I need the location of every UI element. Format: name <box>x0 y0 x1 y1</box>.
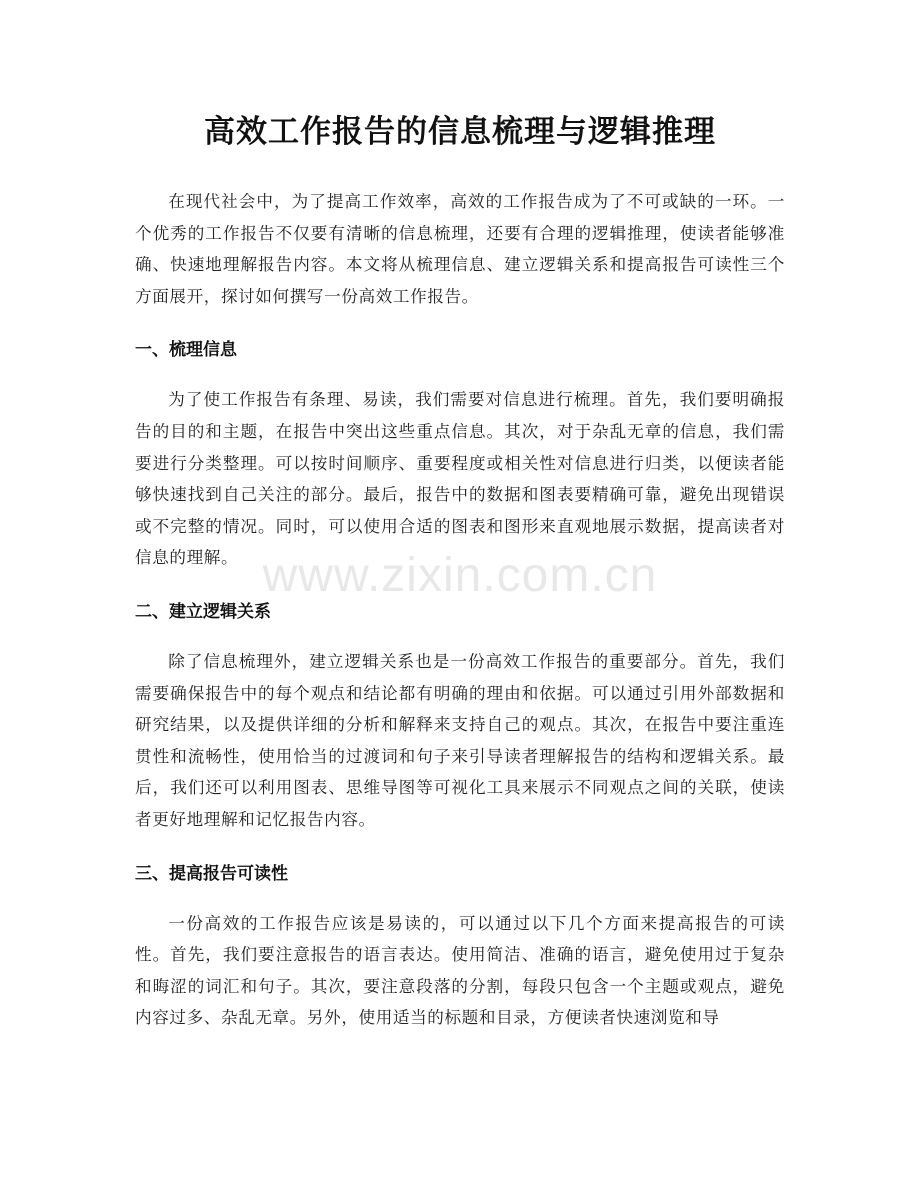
section-heading-logic-relations: 二、建立逻辑关系 <box>135 601 271 622</box>
section-body-logic-relations: 除了信息梳理外，建立逻辑关系也是一份高效工作报告的重要部分。首先，我们需要确保报告中的每个观点和结论都有明确的理由和依据。可以通过引用外部数据和研究结果，以及提供详细的分析和解释来支持自己的观点。其次，在报告中要注重连贯性和流畅性，使用恰当的过渡词和句子来引导读者理解报告的结构和逻辑关系。最后，我们还可以利用图表、思维导图等可视化工具来展示不同观点之间的关联，使读者更好地理解和记忆报告内容。 <box>135 651 785 829</box>
watermark: www.zixin.com.cn <box>262 549 658 602</box>
intro-paragraph: 在现代社会中，为了提高工作效率，高效的工作报告成为了不可或缺的一环。一个优秀的工作报告不仅要有清晰的信息梳理，还要有合理的逻辑推理，使读者能够准确、快速地理解报告内容。本文将从梳理信息、建立逻辑关系和提高报告可读性三个方面展开，探讨如何撰写一份高效工作报告。 <box>135 192 785 306</box>
section-body-organize-info: 为了使工作报告有条理、易读，我们需要对信息进行梳理。首先，我们要明确报告的目的和主题，在报告中突出这些重点信息。其次，对于杂乱无章的信息，我们需要进行分类整理。可以按时间顺序、重要程度或相关性对信息进行归类，以便读者能够快速找到自己关注的部分。最后，报告中的数据和图表要精确可靠，避免出现错误或不完整的情况。同时，可以使用合适的图表和图形来直观地展示数据，提高读者对信息的理解。 <box>135 390 785 568</box>
section-heading-readability: 三、提高报告可读性 <box>135 863 288 884</box>
section-body-readability: 一份高效的工作报告应该是易读的，可以通过以下几个方面来提高报告的可读性。首先，我们要注意报告的语言表达。使用简洁、准确的语言，避免使用过于复杂和晦涩的词汇和句子。其次，要注意段落的分割，每段只包含一个主题或观点，避免内容过多、杂乱无章。另外，使用适当的标题和目录，方便读者快速浏览和导 <box>135 913 785 1028</box>
section-heading-organize-info: 一、梳理信息 <box>135 340 237 361</box>
document-title: 高效工作报告的信息梳理与逻辑推理 <box>204 114 716 150</box>
